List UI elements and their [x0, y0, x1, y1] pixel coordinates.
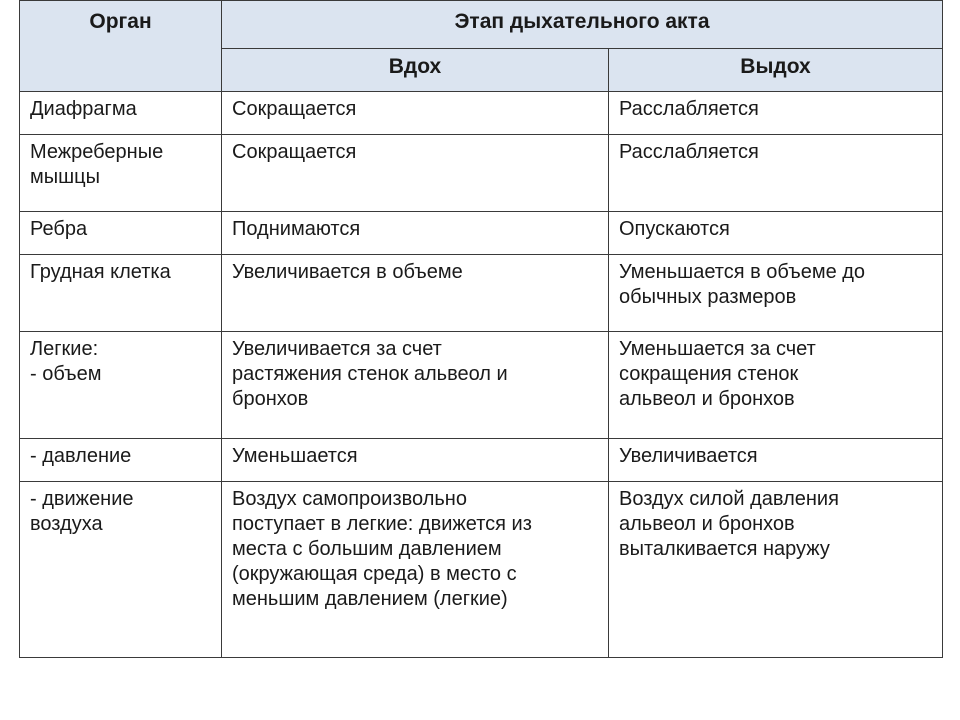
header-exhale: Выдох: [609, 49, 943, 92]
cell-inhale: Увеличивается за счет растяжения стенок альвеол и бронхов: [222, 332, 609, 439]
table-row: [20, 255, 943, 332]
cell-organ: - движение воздуха: [20, 482, 222, 658]
cell-exhale: Расслабляется: [609, 135, 943, 212]
cell-organ: Ребра: [20, 212, 222, 255]
header-inhale: Вдох: [222, 49, 609, 92]
cell-inhale: Поднимаются: [222, 212, 609, 255]
table-row: [20, 135, 943, 212]
table-row: [20, 439, 943, 482]
cell-organ: - давление: [20, 439, 222, 482]
table-row: [20, 92, 943, 135]
table-row: [20, 212, 943, 255]
table-row: [20, 332, 943, 439]
cell-organ: Легкие: - объем: [20, 332, 222, 439]
table-row: [20, 482, 943, 658]
cell-exhale: Уменьшается за счет сокращения стенок альвеол и бронхов: [609, 332, 943, 439]
cell-exhale: Опускаются: [609, 212, 943, 255]
cell-inhale: Увеличивается в объеме: [222, 255, 609, 332]
cell-inhale: Воздух самопроизвольно поступает в легкие: движется из места с большим давлением (окружающая среда) в место с меньшим давлением (легкие): [222, 482, 609, 658]
cell-exhale: Увеличивается: [609, 439, 943, 482]
cell-organ: Межреберные мышцы: [20, 135, 222, 212]
header-stage: Этап дыхательного акта: [222, 1, 943, 49]
cell-exhale: Воздух силой давления альвеол и бронхов выталкивается наружу: [609, 482, 943, 658]
header-organ: Орган: [20, 1, 222, 92]
cell-inhale: Уменьшается: [222, 439, 609, 482]
cell-inhale: Сокращается: [222, 135, 609, 212]
cell-organ: Диафрагма: [20, 92, 222, 135]
cell-inhale: Сокращается: [222, 92, 609, 135]
cell-organ: Грудная клетка: [20, 255, 222, 332]
breathing-table: [19, 0, 943, 658]
cell-exhale: Расслабляется: [609, 92, 943, 135]
cell-exhale: Уменьшается в объеме до обычных размеров: [609, 255, 943, 332]
